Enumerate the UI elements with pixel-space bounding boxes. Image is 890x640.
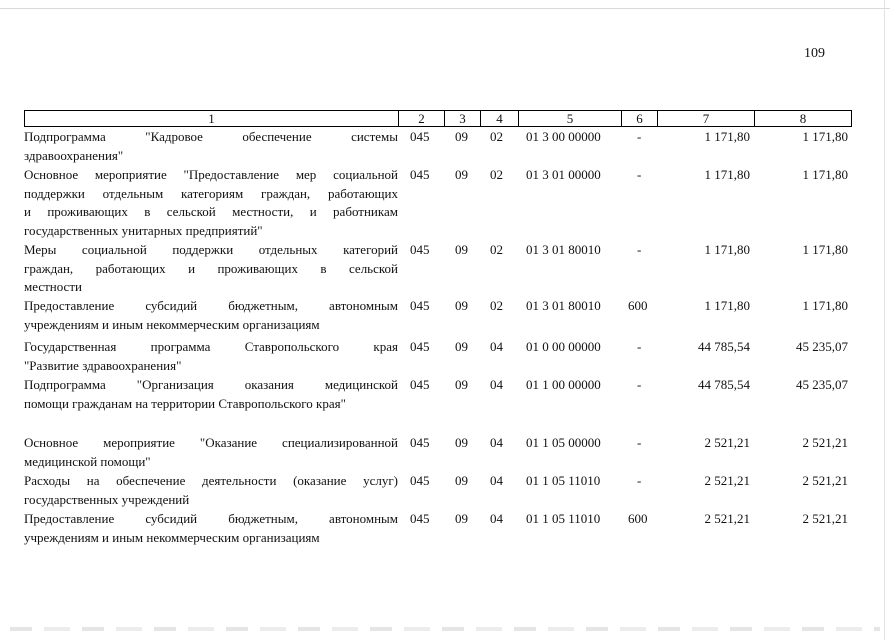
row-amount-col7: 2 521,21 bbox=[704, 435, 750, 450]
row-target-article-code: 01 3 01 80010 bbox=[526, 242, 601, 257]
row-amount-col7: 1 171,80 bbox=[704, 129, 750, 144]
row-subsection-code: 04 bbox=[490, 339, 503, 354]
row-section-code: 09 bbox=[455, 473, 468, 488]
row-expense-type-code: 600 bbox=[628, 298, 648, 313]
scan-bottom-artifact bbox=[10, 627, 880, 631]
row-target-article-code: 01 3 01 80010 bbox=[526, 298, 601, 313]
row-name-line: здравоохранения" bbox=[24, 147, 124, 163]
row-subsection-code: 04 bbox=[490, 511, 503, 526]
row-name bbox=[24, 128, 398, 165]
row-ministry-code: 045 bbox=[410, 435, 430, 450]
row-name-line: и проживающих в сельской местности, и работникам bbox=[24, 204, 398, 219]
row-name-line: Меры социальной поддержки отдельных категорий bbox=[24, 242, 398, 257]
budget-table bbox=[24, 110, 852, 545]
row-amount-col7: 2 521,21 bbox=[704, 473, 750, 488]
header-col-6: 6 bbox=[621, 110, 657, 127]
row-name-line: Предоставление субсидий бюджетным, автономным bbox=[24, 511, 398, 526]
row-name bbox=[24, 338, 398, 375]
row-subsection-code: 04 bbox=[490, 435, 503, 450]
header-col-8: 8 bbox=[754, 110, 852, 127]
row-expense-type-code: - bbox=[637, 129, 642, 144]
row-ministry-code: 045 bbox=[410, 377, 430, 392]
row-name bbox=[24, 434, 398, 471]
row-name-line: Государственная программа Ставропольского края bbox=[24, 339, 398, 354]
row-amount-col8: 1 171,80 bbox=[802, 129, 848, 144]
row-name-line: Подпрограмма "Организация оказания медицинской bbox=[24, 377, 398, 392]
row-section-code: 09 bbox=[455, 339, 468, 354]
row-name bbox=[24, 376, 398, 413]
row-expense-type-code: - bbox=[637, 242, 642, 257]
row-name bbox=[24, 472, 398, 509]
header-col-2: 2 bbox=[398, 110, 444, 127]
row-amount-col8: 1 171,80 bbox=[802, 242, 848, 257]
row-amount-col7: 1 171,80 bbox=[704, 242, 750, 257]
row-name-line: "Развитие здравоохранения" bbox=[24, 357, 182, 373]
row-amount-col7: 44 785,54 bbox=[698, 377, 750, 392]
row-target-article-code: 01 0 00 00000 bbox=[526, 339, 601, 354]
row-section-code: 09 bbox=[455, 511, 468, 526]
header-col-7: 7 bbox=[657, 110, 754, 127]
scan-right-edge bbox=[884, 0, 885, 640]
row-target-article-code: 01 1 00 00000 bbox=[526, 377, 601, 392]
row-expense-type-code: - bbox=[637, 435, 642, 450]
row-name-line: государственных унитарных предприятий" bbox=[24, 222, 263, 238]
row-section-code: 09 bbox=[455, 377, 468, 392]
row-amount-col7: 1 171,80 bbox=[704, 298, 750, 313]
row-expense-type-code: - bbox=[637, 473, 642, 488]
header-col-1: 1 bbox=[24, 110, 398, 127]
row-name bbox=[24, 297, 398, 334]
row-subsection-code: 02 bbox=[490, 167, 503, 182]
row-name-line: государственных учреждений bbox=[24, 491, 190, 507]
row-name bbox=[24, 166, 398, 240]
row-amount-col8: 45 235,07 bbox=[796, 377, 848, 392]
row-target-article-code: 01 1 05 11010 bbox=[526, 473, 601, 488]
row-amount-col7: 44 785,54 bbox=[698, 339, 750, 354]
row-subsection-code: 04 bbox=[490, 377, 503, 392]
row-name-line: Расходы на обеспечение деятельности (оказание услуг) bbox=[24, 473, 398, 488]
row-amount-col8: 45 235,07 bbox=[796, 339, 848, 354]
row-ministry-code: 045 bbox=[410, 242, 430, 257]
row-subsection-code: 04 bbox=[490, 473, 503, 488]
row-name bbox=[24, 241, 398, 297]
row-name-line: поддержки отдельным категориям граждан, работающих bbox=[24, 185, 398, 201]
row-expense-type-code: 600 bbox=[628, 511, 648, 526]
row-name-line: граждан, работающих и проживающих в сельской bbox=[24, 260, 398, 276]
header-col-5: 5 bbox=[518, 110, 621, 127]
row-expense-type-code: - bbox=[637, 377, 642, 392]
row-amount-col8: 1 171,80 bbox=[802, 298, 848, 313]
row-expense-type-code: - bbox=[637, 339, 642, 354]
table-header-row bbox=[24, 110, 852, 127]
row-amount-col8: 1 171,80 bbox=[802, 167, 848, 182]
header-col-4: 4 bbox=[480, 110, 518, 127]
row-target-article-code: 01 1 05 00000 bbox=[526, 435, 601, 450]
row-amount-col7: 1 171,80 bbox=[704, 167, 750, 182]
row-section-code: 09 bbox=[455, 242, 468, 257]
row-ministry-code: 045 bbox=[410, 339, 430, 354]
row-ministry-code: 045 bbox=[410, 511, 430, 526]
row-ministry-code: 045 bbox=[410, 298, 430, 313]
row-subsection-code: 02 bbox=[490, 298, 503, 313]
row-name-line: медицинской помощи" bbox=[24, 453, 151, 469]
row-name-line: помощи гражданам на территории Ставропольского края" bbox=[24, 395, 346, 411]
row-name bbox=[24, 510, 398, 547]
row-name-line: учреждениям и иным некоммерческим организациям bbox=[24, 529, 320, 545]
row-ministry-code: 045 bbox=[410, 129, 430, 144]
row-amount-col8: 2 521,21 bbox=[802, 473, 848, 488]
row-name-line: Основное мероприятие "Предоставление мер социальной bbox=[24, 167, 398, 182]
header-col-3: 3 bbox=[444, 110, 480, 127]
row-name-line: Основное мероприятие "Оказание специализированной bbox=[24, 435, 398, 450]
row-target-article-code: 01 3 00 00000 bbox=[526, 129, 601, 144]
row-amount-col8: 2 521,21 bbox=[802, 511, 848, 526]
row-amount-col8: 2 521,21 bbox=[802, 435, 848, 450]
row-name-line: учреждениям и иным некоммерческим организациям bbox=[24, 316, 320, 332]
row-section-code: 09 bbox=[455, 298, 468, 313]
row-section-code: 09 bbox=[455, 129, 468, 144]
row-section-code: 09 bbox=[455, 167, 468, 182]
page-number: 109 bbox=[804, 46, 825, 61]
scan-top-edge bbox=[0, 8, 890, 9]
row-amount-col7: 2 521,21 bbox=[704, 511, 750, 526]
row-subsection-code: 02 bbox=[490, 242, 503, 257]
row-name-line: Подпрограмма "Кадровое обеспечение системы bbox=[24, 129, 398, 144]
row-section-code: 09 bbox=[455, 435, 468, 450]
row-target-article-code: 01 1 05 11010 bbox=[526, 511, 601, 526]
row-ministry-code: 045 bbox=[410, 473, 430, 488]
row-subsection-code: 02 bbox=[490, 129, 503, 144]
row-target-article-code: 01 3 01 00000 bbox=[526, 167, 601, 182]
row-ministry-code: 045 bbox=[410, 167, 430, 182]
row-expense-type-code: - bbox=[637, 167, 642, 182]
row-name-line: местности bbox=[24, 279, 82, 294]
row-name-line: Предоставление субсидий бюджетным, автономным bbox=[24, 298, 398, 313]
